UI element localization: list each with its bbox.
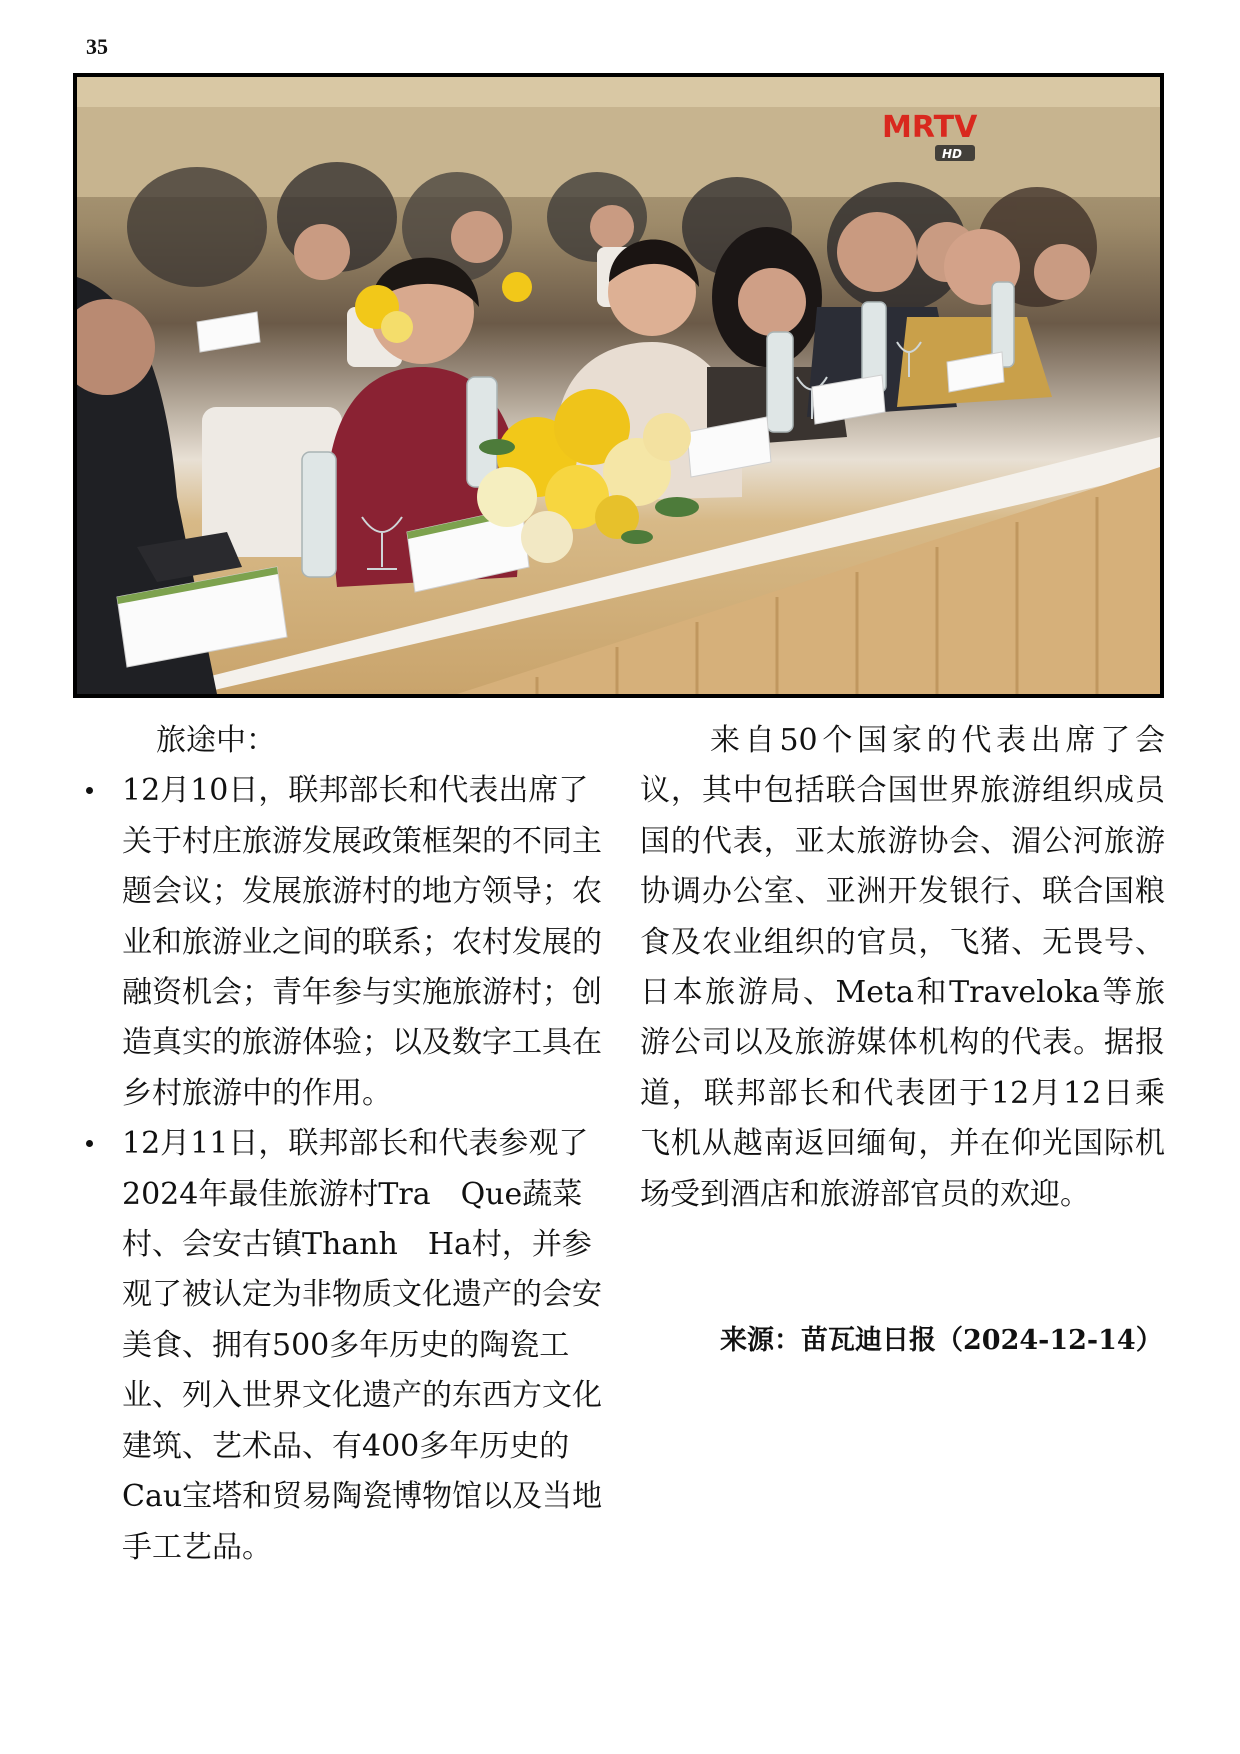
bullet-list <box>86 766 606 1573</box>
conference-photo <box>73 73 1164 698</box>
svg-text:MRTV: MRTV <box>882 110 978 145</box>
bullet-text: 12月10日，联邦部长和代表出席了关于村庄旅游发展政策框架的不同主题会议；发展旅游村的地方领导；农业和旅游业之间的联系；农村发展的融资机会；青年参与实施旅游村；创造真实的旅游体验；以及数字工具在乡村旅游中的作用。 <box>122 773 602 1111</box>
bullet-text: 12月11日，联邦部长和代表参观了2024年最佳旅游村Tra Que蔬菜村、会安古镇Thanh Ha村，并参观了被认定为非物质文化遗产的会安美食、拥有500多年历史的陶瓷工业、列入世界文化遗产的东西方文化建筑、艺术品、有400多年历史的Cau宝塔和贸易陶瓷博物馆以及当地手工艺品。 <box>122 1126 603 1565</box>
page-number: 35 <box>86 34 108 59</box>
right-column <box>640 716 1165 1220</box>
svg-text:HD: HD <box>942 147 963 161</box>
body-paragraph: 来自50个国家的代表出席了会议，其中包括联合国世界旅游组织成员国的代表，亚太旅游协会、湄公河旅游协调办公室、亚洲开发银行、联合国粮食及农业组织的官员，飞猪、无畏号、日本旅游局、Meta和Traveloka等旅游公司以及旅游媒体机构的代表。据报道，联邦部长和代表团于12月12日乘飞机从越南返回缅甸，并在仰光国际机场受到酒店和旅游部官员的欢迎。 <box>640 723 1165 1212</box>
list-item <box>86 766 606 1119</box>
intro-text: 旅途中： <box>156 723 276 758</box>
left-column <box>86 716 606 1573</box>
conference-scene <box>77 77 1160 694</box>
bullet-icon <box>86 1140 93 1147</box>
list-item <box>86 1119 606 1573</box>
source-citation: 来源：苗瓦迪日报（2024-12-14） <box>720 1325 1163 1356</box>
bullet-icon <box>86 787 93 794</box>
